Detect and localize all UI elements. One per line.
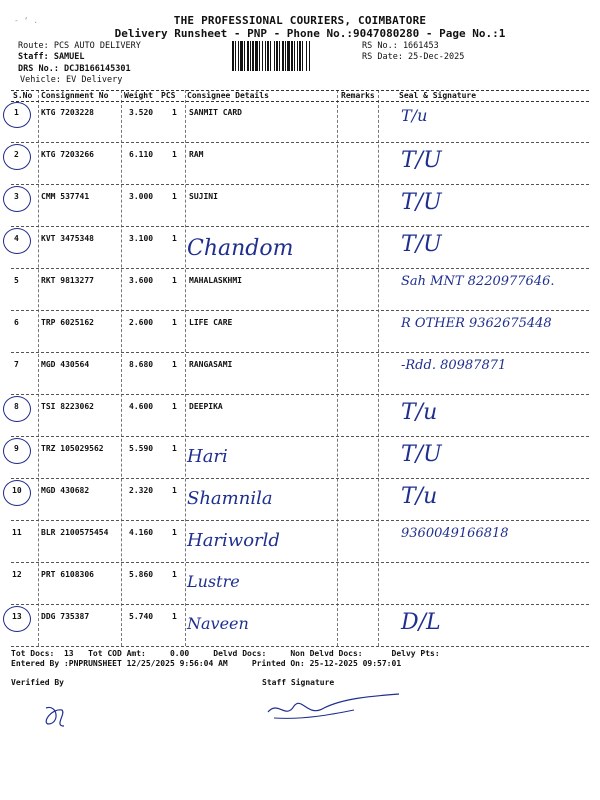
- row-check-circle: [3, 606, 31, 632]
- company-title: THE PROFESSIONAL COURIERS, COIMBATORE: [173, 14, 427, 27]
- row-sno: 4: [14, 234, 19, 243]
- row-pcs: 1: [172, 444, 177, 453]
- table-row: [11, 310, 589, 353]
- row-consignment-no: KVT 3475348: [41, 234, 94, 243]
- table-row: [11, 604, 589, 647]
- table-row: [11, 142, 589, 185]
- row-signature: D/L: [401, 610, 441, 635]
- row-signature: T/u: [401, 484, 438, 509]
- row-pcs: 1: [172, 150, 177, 159]
- row-consignment-no: TSI 8223062: [41, 402, 94, 411]
- row-consignment-no: BLR 2100575454: [41, 528, 109, 537]
- row-consignment-no: MGD 430564: [41, 360, 90, 369]
- row-handwritten-name: Naveen: [187, 614, 249, 633]
- row-handwritten-name: Hariworld: [187, 530, 280, 551]
- route-label: Route: PCS AUTO DELIVERY: [18, 41, 141, 51]
- row-pcs: 1: [172, 192, 177, 201]
- col-seal: Seal & Signature: [399, 91, 477, 100]
- row-signature: -Rdd. 80987871: [401, 358, 507, 373]
- row-sno: 6: [14, 318, 19, 327]
- rs-no-label: RS No.: 1661453: [362, 41, 439, 51]
- row-consignment-no: CMM 537741: [41, 192, 90, 201]
- footer-entered: Entered By :PNPRUNSHEET 12/25/2025 9:56:04 AM Printed On: 25-12-2025 09:57:01: [11, 659, 402, 668]
- row-consignee: RAM: [189, 150, 204, 159]
- rs-date-label: RS Date: 25-Dec-2025: [362, 52, 465, 62]
- row-sno: 12: [12, 570, 22, 579]
- row-weight: 4.600: [129, 402, 154, 411]
- table-row: [11, 226, 589, 269]
- row-weight: 3.520: [129, 108, 154, 117]
- row-check-circle: [3, 438, 31, 464]
- runsheet-subtitle: Delivery Runsheet - PNP - Phone No.:9047080280 - Page No.:1: [114, 27, 506, 40]
- row-sno: 9: [14, 444, 19, 453]
- row-weight: 6.110: [129, 150, 154, 159]
- row-consignee: DEEPIKA: [189, 402, 223, 411]
- table-row: [11, 520, 589, 563]
- row-consignee: LIFE CARE: [189, 318, 233, 327]
- row-signature: R OTHER 9362675448: [401, 316, 552, 331]
- table-row: [11, 436, 589, 479]
- col-sno: S.No: [13, 91, 33, 100]
- staff-signature-label: Staff Signature: [262, 678, 335, 687]
- row-signature: 9360049166818: [401, 526, 509, 541]
- row-handwritten-name: Hari: [187, 446, 228, 467]
- row-pcs: 1: [172, 528, 177, 537]
- row-consignee: SANMIT CARD: [189, 108, 242, 117]
- row-signature: T/u: [401, 400, 438, 425]
- row-pcs: 1: [172, 612, 177, 621]
- row-check-circle: [3, 186, 31, 212]
- vehicle-label: Vehicle: EV Delivery: [20, 75, 123, 85]
- row-consignment-no: MGD 430682: [41, 486, 90, 495]
- row-pcs: 1: [172, 234, 177, 243]
- row-consignment-no: TRZ 105029562: [41, 444, 104, 453]
- row-signature: Sah MNT 8220977646.: [401, 274, 555, 289]
- col-pcs: PCS: [161, 91, 176, 100]
- row-pcs: 1: [172, 360, 177, 369]
- row-weight: 4.160: [129, 528, 154, 537]
- row-pcs: 1: [172, 318, 177, 327]
- row-weight: 3.100: [129, 234, 154, 243]
- table-row: [11, 100, 589, 143]
- row-sno: 5: [14, 276, 19, 285]
- row-consignment-no: TRP 6025162: [41, 318, 94, 327]
- verified-signature: [40, 700, 70, 730]
- row-sno: 13: [12, 612, 22, 621]
- row-pcs: 1: [172, 402, 177, 411]
- row-consignee: SUJINI: [189, 192, 218, 201]
- row-consignee: RANGASAMI: [189, 360, 233, 369]
- row-pcs: 1: [172, 570, 177, 579]
- row-weight: 5.740: [129, 612, 154, 621]
- table-row: [11, 478, 589, 521]
- row-signature: T/U: [401, 148, 442, 173]
- footer-totals: Tot Docs: 13 Tot COD Amt: 0.00 Delvd Docs: Non Delvd Docs: Delvy Pts:: [11, 649, 440, 658]
- col-remarks: Remarks: [341, 91, 375, 100]
- row-weight: 3.000: [129, 192, 154, 201]
- row-handwritten-name: Chandom: [187, 236, 294, 261]
- row-signature: T/U: [401, 232, 442, 257]
- row-consignment-no: KTG 7203266: [41, 150, 94, 159]
- row-check-circle: [3, 144, 31, 170]
- table-row: [11, 562, 589, 605]
- verified-by-label: Verified By: [11, 678, 64, 687]
- row-signature: T/U: [401, 442, 442, 467]
- table-row: [11, 394, 589, 437]
- table-row: [11, 184, 589, 227]
- row-consignment-no: PRT 6108306: [41, 570, 94, 579]
- row-weight: 2.320: [129, 486, 154, 495]
- row-handwritten-name: Shamnila: [187, 488, 273, 509]
- row-weight: 5.860: [129, 570, 154, 579]
- row-sno: 2: [14, 150, 19, 159]
- row-sno: 10: [12, 486, 22, 495]
- col-weight: Weight: [124, 91, 153, 100]
- table-row: [11, 352, 589, 395]
- barcode: [232, 41, 358, 71]
- row-weight: 3.600: [129, 276, 154, 285]
- row-consignment-no: KTG 7203228: [41, 108, 94, 117]
- row-sno: 1: [14, 108, 19, 117]
- row-pcs: 1: [172, 486, 177, 495]
- row-weight: 2.600: [129, 318, 154, 327]
- row-pcs: 1: [172, 276, 177, 285]
- row-sno: 7: [14, 360, 19, 369]
- row-check-circle: [3, 228, 31, 254]
- row-pcs: 1: [172, 108, 177, 117]
- row-weight: 8.680: [129, 360, 154, 369]
- row-check-circle: [3, 480, 31, 506]
- col-consignment: Consignment No: [41, 91, 109, 100]
- row-consignee: MAHALASKHMI: [189, 276, 242, 285]
- row-signature: T/U: [401, 190, 442, 215]
- row-consignment-no: DDG 735387: [41, 612, 90, 621]
- row-check-circle: [3, 102, 31, 128]
- row-handwritten-name: Lustre: [187, 572, 240, 591]
- row-sno: 8: [14, 402, 19, 411]
- row-check-circle: [3, 396, 31, 422]
- corner-scribble: - ‘ .: [14, 16, 39, 25]
- row-signature: T/u: [401, 106, 428, 125]
- col-consignee: Consignee Details: [187, 91, 269, 100]
- row-consignment-no: RKT 9813277: [41, 276, 94, 285]
- staff-signature: [264, 690, 404, 726]
- row-weight: 5.590: [129, 444, 154, 453]
- table-row: [11, 268, 589, 311]
- row-sno: 3: [14, 192, 19, 201]
- row-sno: 11: [12, 528, 22, 537]
- staff-label: Staff: SAMUEL: [18, 52, 85, 62]
- drs-label: DRS No.: DCJB166145301: [18, 64, 131, 74]
